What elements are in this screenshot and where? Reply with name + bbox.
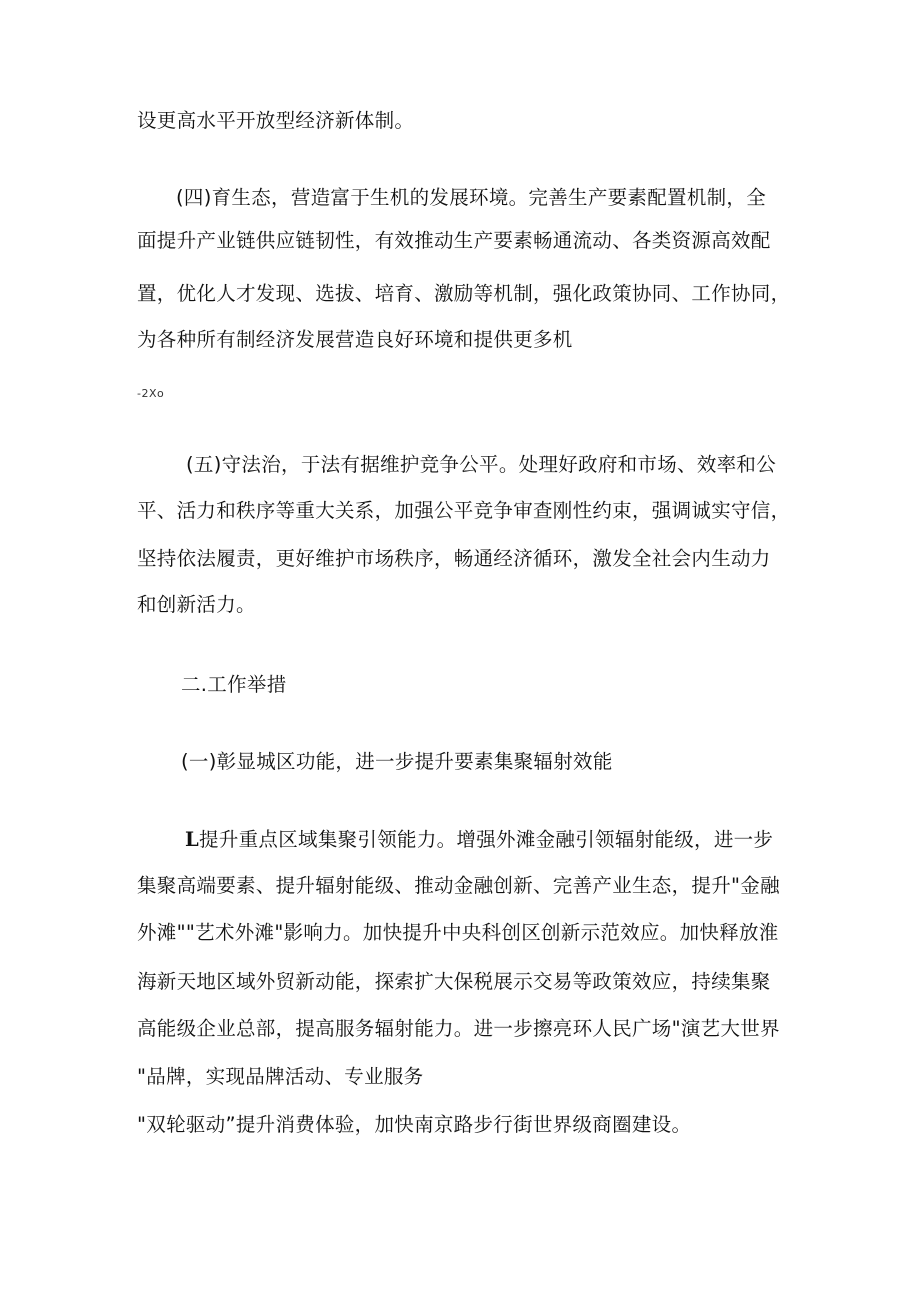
text-line: 为各种所有制经济发展营造良好环境和提供更多机 [137,328,573,351]
text-line: 和创新活力。 [137,593,256,616]
text-line: 置，优化人才发现、选拔、培育、激励等机制，强化政策协同、工作协同， [137,282,791,305]
text-line: 平、活力和秩序等重大关系，加强公平竞争审查刚性约束，强调诚实守信， [137,499,791,522]
item-number: L [185,828,200,851]
text-line: "品牌，实现品牌活动、专业服务 [137,1065,424,1088]
artifact-text: -2Xo [137,387,165,400]
section-four-line-1: (四)育生态，营造富于生机的发展环境。完善生产要素配置机制，全 [176,186,767,209]
text-line: "双轮驱动”提升消费体验，加快南京路步行街世界级商圈建设。 [137,1113,692,1136]
section-heading: 二.工作举措 [181,673,287,696]
text-line: 外滩""艺术外滩"影响力。加快提升中央科创区创新示范效应。加快释放淮 [137,921,779,944]
text-line: 坚持依法履责，更好维护市场秩序，畅通经济循环，激发全社会内生动力 [137,547,771,570]
text-line: 海新天地区域外贸新动能，探索扩大保税展示交易等政策效应，持续集聚 [137,970,771,993]
subsection-heading: (一)彰显城区功能，进一步提升要素集聚辐射效能 [181,750,613,773]
item-one-line-1 [185,827,773,853]
text-line: 面提升产业链供应链韧性，有效推动生产要素畅通流动、各类资源高效配 [137,229,771,252]
section-five-line-1: (五)守法治，于法有据维护竞争公平。处理好政府和市场、效率和公 [186,453,777,476]
item-one-text: 提升重点区域集聚引领能力。增强外滩金融引领辐射能级，进一步 [199,828,774,851]
text-line: 设更高水平开放型经济新体制。 [137,109,415,132]
text-line: 集聚高端要素、提升辐射能级、推动金融创新、完善产业生态，提升"金融 [137,874,780,897]
text-line: 高能级企业总部，提高服务辐射能力。进一步擦亮环人民广场"演艺大世界 [137,1017,780,1040]
